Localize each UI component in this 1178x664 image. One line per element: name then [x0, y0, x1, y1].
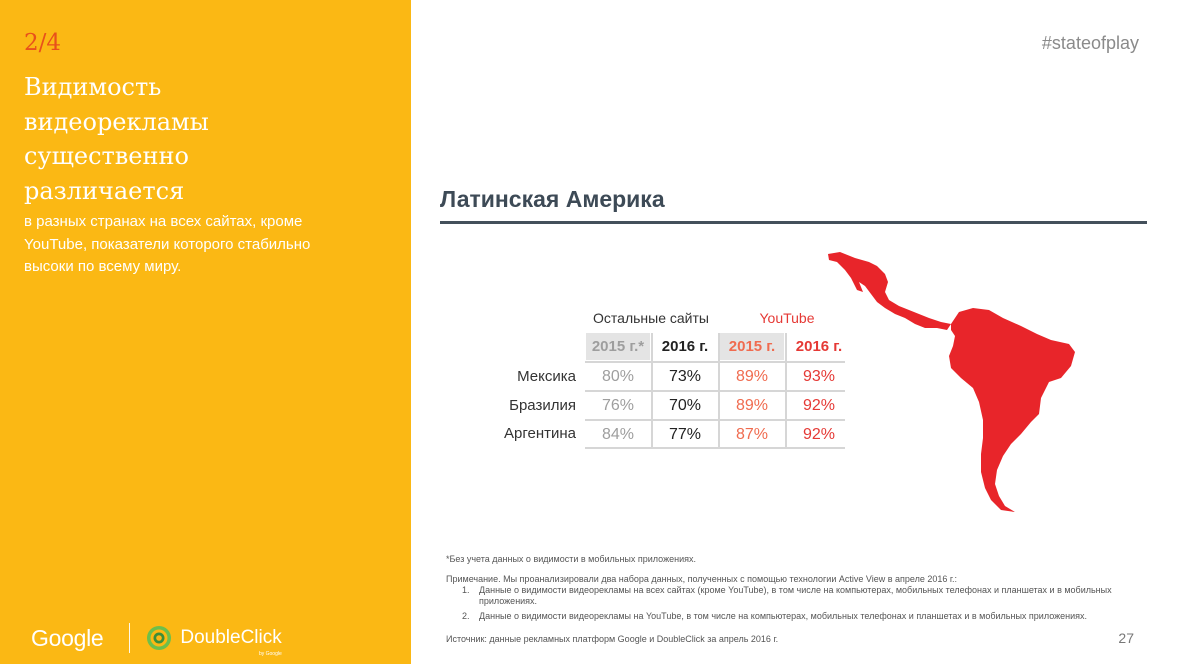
headline — [24, 70, 394, 208]
footnote-asterisk: *Без учета данных о видимости в мобильных приложениях. — [446, 554, 696, 564]
by-google-label: by Google — [258, 651, 282, 657]
table-cell: 87% — [735, 426, 769, 443]
footnote-source: Источник: данные рекламных платформ Google и DoubleClick за апрель 2016 г. — [446, 634, 779, 644]
year-header-other-2016: 2016 г. — [661, 338, 709, 355]
table-cell: 73% — [668, 368, 702, 385]
latin-america-map — [825, 248, 1077, 516]
headline-line: Видимость — [24, 73, 162, 101]
row-label-argentina: Аргентина — [504, 425, 576, 442]
headline-line: существенно — [24, 142, 189, 170]
group-label-other-sites: Остальные сайты — [593, 310, 709, 326]
doubleclick-icon — [146, 625, 172, 651]
row-label-mexico: Мексика — [517, 368, 576, 385]
table-cell: 89% — [735, 397, 769, 414]
table-cell: 80% — [601, 368, 635, 385]
footnote-item-number: 1. — [462, 585, 470, 595]
table-cell: 93% — [802, 368, 836, 385]
title-divider — [440, 221, 1147, 224]
headline-line: видеорекламы — [24, 107, 209, 136]
row-label-brazil: Бразилия — [509, 397, 576, 414]
footnote-item — [462, 585, 1159, 607]
footnote-item-text: Данные о видимости видеорекламы на всех сайтах (кроме YouTube), в том числе на компьютерах, мобильных телефонах и планшетах и в мобильных приложениях. — [479, 585, 1112, 606]
page-number: 27 — [1118, 630, 1134, 646]
table-cell: 76% — [601, 397, 635, 414]
table-cell: 70% — [668, 397, 702, 414]
table-cell: 84% — [601, 426, 635, 443]
year-header-other-2015: 2015 г.* — [586, 333, 650, 360]
doubleclick-logo — [146, 625, 282, 657]
year-header-youtube-2015: 2015 г. — [720, 333, 784, 360]
left-panel — [0, 0, 411, 664]
south-america-shape — [949, 308, 1075, 512]
footnote-note: Примечание. Мы проанализировали два набора данных, полученных с помощью технологии Active View в апреле 2016 г.: — [446, 574, 958, 584]
group-label-youtube: YouTube — [759, 310, 815, 326]
logo-divider — [129, 623, 130, 653]
footnote-item-number: 2. — [462, 611, 470, 621]
table-cell: 92% — [802, 426, 836, 443]
subtext: в разных странах на всех сайтах, кроме YouTube, показатели которого стабильно высоки по всему миру. — [24, 213, 311, 275]
year-header-youtube-2016: 2016 г. — [795, 338, 843, 355]
section-title: Латинская Америка — [440, 186, 665, 212]
table-cell: 92% — [802, 397, 836, 414]
footer-logos — [31, 620, 282, 656]
footnote-item — [462, 611, 1159, 622]
slide-counter: 2/4 — [24, 30, 62, 56]
hashtag: #stateofplay — [1041, 33, 1139, 53]
google-logo: Google — [31, 624, 104, 651]
doubleclick-wordmark: DoubleClick — [180, 627, 282, 648]
headline-line: различается — [24, 176, 185, 205]
table-cell: 77% — [668, 426, 702, 443]
footnote-item-text: Данные о видимости видеорекламы на YouTube, в том числе на компьютерах, мобильных телефонах и планшетах и в мобильных приложениях. — [479, 611, 1087, 621]
table-cell: 89% — [735, 368, 769, 385]
